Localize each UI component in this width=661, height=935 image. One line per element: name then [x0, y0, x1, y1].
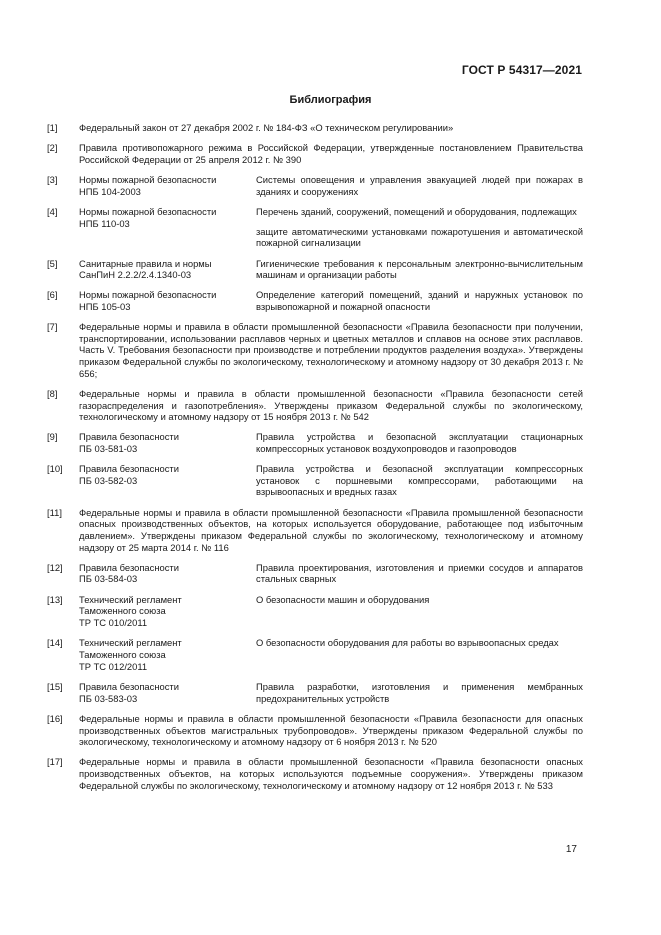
bib-entry-15: [47, 681, 583, 704]
section-title: Библиография: [289, 94, 372, 106]
entry-title: О безопасности машин и оборудования: [256, 593, 430, 605]
bib-entry-16: [47, 713, 583, 748]
bib-entry-9: [47, 431, 583, 454]
entry-number: [15]: [47, 681, 63, 693]
entry-number: [5]: [47, 257, 58, 269]
entry-document-type: [79, 258, 254, 281]
entry-title: Правила устройства и безопасной эксплуатации стационарных компрессорных установок воздухопроводов и газопроводов: [256, 431, 583, 454]
bibliography-list: [47, 122, 583, 800]
bib-entry-14: [47, 637, 583, 672]
entry-union-line: Таможенного союза: [79, 648, 166, 660]
entry-title: Определение категорий помещений, зданий и наружных установок по взрывопожарной и пожарной опасности: [256, 289, 583, 312]
bib-entry-6: [47, 289, 583, 312]
entry-number: [17]: [47, 756, 63, 768]
entry-number: [13]: [47, 593, 63, 605]
bib-entry-11: [47, 507, 583, 553]
entry-type-line: Нормы пожарной безопасности: [79, 206, 217, 218]
entry-text: Федеральный закон от 27 декабря 2002 г. № 184-ФЗ «О техническом регулировании»: [79, 122, 454, 133]
entry-type-line: Технический регламент: [79, 637, 182, 649]
entry-text: Федеральные нормы и правила в области промышленной безопасности «Правила промышленной безопасности опасных производственных объектов, на которых используется оборудование, работающее под избыточным давлением». Утверждены приказом Федеральной службы по экологическому, технологическому и атомному надзору от 25 марта 2014 г. № 116: [79, 506, 583, 553]
entry-number: [10]: [47, 463, 63, 475]
entry-document-type: [79, 637, 254, 672]
entry-number: [7]: [47, 321, 58, 333]
entry-number: [11]: [47, 506, 62, 518]
entry-code-line: ПБ 03-584-03: [79, 573, 138, 585]
entry-document-type: [79, 562, 254, 585]
entry-title: Гигиенические требования к персональным электронно-вычислительным машинам и организации работы: [256, 257, 583, 281]
entry-type-line: Нормы пожарной безопасности: [79, 289, 217, 301]
entry-title: Правила разработки, изготовления и применения мембранных предохранительных устройств: [256, 681, 583, 704]
entry-title: Правила устройства и безопасной эксплуатации компрессорных установок с поршневыми компрессорами, работающими на взрывоопасных и вредных газах: [256, 463, 583, 498]
bib-entry-4: [47, 206, 583, 249]
entry-code-line: ТР ТС 010/2011: [79, 616, 148, 628]
bib-entry-17: [47, 756, 583, 791]
entry-code-line: ТР ТС 012/2011: [79, 660, 148, 672]
entry-number: [8]: [47, 387, 58, 399]
entry-text: Федеральные нормы и правила в области промышленной безопасности «Правила безопасности для опасных производственных объектов магистральных трубопроводов». Утверждены приказом Федеральной службы по экологическому, технологическому и атомному надзору от 6 ноября 2013 г. № 520: [79, 712, 583, 748]
entry-document-type: [79, 594, 254, 629]
entry-title: О безопасности оборудования для работы во взрывоопасных средах: [256, 637, 559, 649]
entry-text: Федеральные нормы и правила в области промышленной безопасности «Правила безопасности при получении, транспортировании, использовании расплавов черных и цветных металлов и сплавов на основе этих расплавов. Часть V. Требования безопасности при производстве и потреблении продуктов разделения воздуха». Утверждены приказом Федеральной службы по экологическому, технологическому и атомному надзору от 30 декабря 2013 г. № 656;: [79, 321, 583, 379]
entry-code-line: НПБ 104-2003: [79, 185, 141, 197]
entry-type-line: Технический регламент: [79, 593, 182, 605]
entry-number: [14]: [47, 637, 63, 649]
entry-document-type: [79, 289, 254, 312]
entry-code-line: НПБ 105-03: [79, 300, 131, 312]
bib-entry-8: [47, 388, 583, 423]
bib-entry-10: [47, 463, 583, 498]
entry-number: [4]: [47, 206, 58, 218]
entry-code-line: ПБ 03-583-03: [79, 692, 138, 704]
standard-designation: ГОСТ Р 54317—2021: [461, 63, 582, 77]
entry-title: Системы оповещения и управления эвакуацией людей при пожарах в зданиях и сооружениях: [256, 174, 583, 197]
entry-type-line: Правила безопасности: [79, 561, 179, 573]
entry-type-line: Правила безопасности: [79, 681, 179, 693]
bib-entry-3: [47, 174, 583, 197]
entry-title-continuation: защите автоматическими установками пожаротушения и автоматической пожарной сигнализации: [256, 225, 583, 249]
entry-type-line: Правила безопасности: [79, 431, 179, 443]
entry-type-line: Нормы пожарной безопасности: [79, 174, 217, 186]
entry-document-type: [79, 681, 254, 704]
entry-number: [12]: [47, 561, 63, 573]
entry-code-line: СанПиН 2.2.2/2.4.1340-03: [79, 269, 192, 281]
entry-number: [16]: [47, 712, 63, 724]
entry-document-type: [79, 174, 254, 197]
entry-type-line: Санитарные правила и нормы: [79, 257, 212, 269]
entry-number: [6]: [47, 289, 58, 301]
entry-title: Правила проектирования, изготовления и приемки сосудов и аппаратов стальных сварных: [256, 561, 583, 585]
entry-number: [2]: [47, 142, 58, 154]
entry-code-line: ПБ 03-581-03: [79, 442, 138, 454]
bib-entry-7: [47, 321, 583, 379]
entry-number: [9]: [47, 431, 58, 443]
entry-title: Перечень зданий, сооружений, помещений и оборудования, подлежащих: [256, 206, 577, 218]
entry-number: [1]: [47, 122, 58, 133]
bib-entry-5: [47, 258, 583, 281]
entry-document-type: [79, 206, 254, 229]
entry-text: Федеральные нормы и правила в области промышленной безопасности «Правила безопасности опасных производственных объектов, на которых используются подъемные сооружения». Утверждены приказом Федеральной службы по экологическому, технологическому и атомному надзору от 12 ноября 2013 г. № 533: [79, 756, 583, 791]
bib-entry-12: [47, 562, 583, 585]
bib-entry-13: [47, 594, 583, 629]
entry-code-line: ПБ 03-582-03: [79, 474, 138, 486]
entry-number: [3]: [47, 174, 58, 186]
entry-document-type: [79, 463, 254, 486]
entry-text: Федеральные нормы и правила в области промышленной безопасности «Правила безопасности сетей газораспределения и газопотребления». Утверждены приказом Федеральной службы по экологическому, технологическому и атомному надзору от 15 ноября 2013 г. № 542: [79, 387, 583, 423]
entry-document-type: [79, 431, 254, 454]
entry-type-line: Правила безопасности: [79, 463, 179, 475]
entry-code-line: НПБ 110-03: [79, 217, 130, 229]
entry-text: Правила противопожарного режима в Российской Федерации, утвержденные постановлением Правительства Российской Федерации от 25 апреля 2012 г. № 390: [79, 142, 583, 165]
bib-entry-1: [47, 122, 583, 134]
page-number: 17: [565, 844, 577, 855]
entry-union-line: Таможенного союза: [79, 605, 166, 617]
bib-entry-2: [47, 142, 583, 165]
